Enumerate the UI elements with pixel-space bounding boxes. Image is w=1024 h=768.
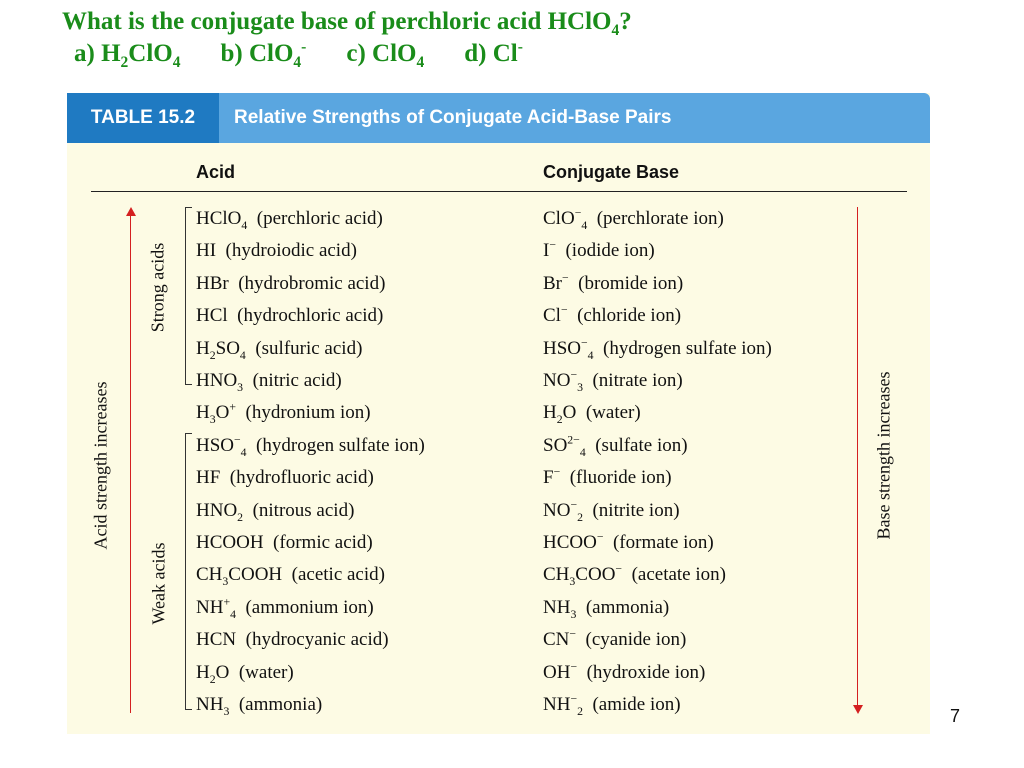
acid-cell — [196, 399, 371, 427]
formula-text: SO — [543, 434, 568, 456]
formula-text: HSO — [543, 337, 582, 359]
question-line: What is the conjugate base of perchloric acid HClO$_4$? — [62, 8, 632, 39]
formula-text: (hydroxide ion) — [577, 661, 706, 683]
formula-text: (ammonium ion) — [235, 596, 374, 618]
subscript: 4 — [581, 218, 588, 232]
formula-text: (formate ion) — [603, 532, 714, 553]
formula-text: c) ClO — [346, 40, 417, 67]
formula-text: (perchlorate ion) — [587, 208, 724, 229]
answer-option — [74, 40, 181, 71]
acid-cell — [196, 205, 383, 233]
formula-text: NH — [196, 596, 224, 618]
acid-cell — [196, 270, 385, 298]
formula-text: NO — [543, 370, 571, 391]
superscript: − — [234, 433, 241, 447]
formula-text: HCOOH (formic acid) — [196, 532, 373, 553]
acid-strength-label: Acid strength increases — [90, 381, 111, 550]
formula-text: (sulfuric acid) — [245, 337, 363, 359]
subscript: 3 — [209, 413, 216, 427]
subscript: 2 — [577, 704, 583, 718]
formula-text: HF (hydrofluoric acid) — [196, 467, 374, 489]
formula-text: COO — [575, 564, 616, 586]
formula-text: d) Cl — [464, 40, 518, 67]
table-header — [67, 93, 930, 143]
formula-text: ClO — [128, 40, 173, 67]
formula-text: HNO — [196, 499, 238, 521]
subscript: 2 — [237, 510, 244, 524]
formula-text: O — [215, 402, 230, 424]
formula-text: I — [543, 240, 550, 262]
formula-text: NH — [543, 694, 571, 715]
acid-cell — [196, 529, 373, 557]
formula-text: HI (hydroiodic acid) — [196, 240, 357, 262]
base-cell — [543, 302, 681, 330]
subscript: 3 — [577, 380, 583, 394]
acid-cell — [196, 691, 322, 719]
formula-text: Cl — [543, 305, 561, 327]
superscript: − — [615, 563, 623, 577]
formula-text: H — [196, 337, 210, 359]
subscript: 2 — [120, 54, 129, 71]
base-cell — [543, 561, 726, 589]
superscript: − — [570, 660, 578, 674]
formula-text: (ammonia) — [576, 596, 670, 618]
question — [62, 6, 632, 70]
answer-option — [464, 40, 523, 67]
table-tag: TABLE 15.2 — [67, 93, 219, 143]
subscript: 4 — [241, 218, 248, 232]
formula-text: (hydrogen sulfate ion) — [593, 337, 772, 359]
subscript: 2 — [556, 413, 563, 427]
subscript: 2 — [209, 348, 216, 362]
formula-text: CN — [543, 629, 570, 651]
table-title: Relative Strengths of Conjugate Acid-Base Pairs — [234, 107, 672, 128]
table-panel — [67, 93, 930, 734]
superscript: − — [581, 336, 588, 350]
superscript: - — [517, 38, 523, 56]
formula-text: (bromide ion) — [568, 272, 684, 294]
acid-cell — [196, 464, 374, 492]
acid-cell — [196, 626, 389, 654]
formula-text: HCOO — [543, 532, 597, 553]
superscript: − — [549, 239, 556, 253]
superscript: − — [574, 206, 582, 220]
formula-text: NH — [196, 694, 224, 715]
column-header-base: Conjugate Base — [543, 162, 680, 182]
formula-text: (amide ion) — [582, 694, 681, 715]
formula-text: HSO — [196, 434, 235, 456]
base-cell — [543, 497, 680, 525]
formula-text: (nitrous acid) — [243, 499, 355, 521]
base-cell — [543, 335, 772, 363]
acid-cell — [196, 594, 374, 622]
subscript: 4 — [239, 348, 246, 362]
formula-text: CH — [543, 564, 570, 586]
formula-text: HCN (hydrocyanic acid) — [196, 629, 389, 651]
page-number: 7 — [950, 706, 961, 726]
formula-text: H — [196, 402, 210, 424]
base-cell — [543, 691, 681, 719]
superscript: + — [229, 401, 236, 415]
formula-text: HCl (hydrochloric acid) — [196, 305, 384, 327]
formula-text: O (water) — [562, 402, 641, 424]
superscript: − — [570, 498, 578, 512]
subscript: 4 — [172, 54, 181, 71]
formula-text: Br — [543, 272, 562, 294]
acid-cell — [196, 335, 362, 363]
base-cell — [543, 432, 688, 460]
formula-text: SO — [215, 337, 240, 359]
formula-text: (hydronium ion) — [236, 402, 371, 424]
formula-text: a) H — [74, 40, 121, 67]
formula-text: OH — [543, 661, 571, 683]
base-cell — [543, 270, 683, 298]
formula-text: O (water) — [215, 661, 294, 683]
superscript: − — [553, 465, 561, 479]
formula-text: F — [543, 467, 554, 489]
base-strength-label: Base strength increases — [873, 371, 894, 540]
base-cell — [543, 237, 655, 265]
header-rule — [91, 191, 907, 192]
subscript: 3 — [237, 380, 244, 394]
formula-text: (perchloric acid) — [247, 208, 383, 229]
base-cell — [543, 399, 641, 427]
formula-text: COOH (acetic acid) — [228, 564, 385, 586]
subscript: 3 — [222, 575, 229, 589]
formula-text: (iodide ion) — [555, 240, 655, 262]
acid-cell — [196, 659, 294, 687]
subscript: 3 — [570, 607, 577, 621]
acid-cell — [196, 237, 357, 265]
answer-option — [346, 40, 425, 71]
formula-text: b) ClO — [220, 40, 294, 67]
superscript: + — [223, 595, 231, 609]
acid-strength-arrow — [130, 215, 131, 713]
formula-text: HClO — [196, 208, 242, 229]
weak-acids-label: Weak acids — [148, 542, 169, 625]
acid-cell — [196, 561, 385, 589]
base-cell — [543, 626, 686, 654]
base-cell — [543, 594, 669, 622]
formula-text: HBr (hydrobromic acid) — [196, 272, 386, 294]
answer-option — [220, 38, 307, 71]
weak-acids-brace — [185, 433, 194, 710]
base-cell — [543, 205, 724, 233]
formula-text: H — [196, 661, 210, 683]
superscript: − — [569, 627, 577, 641]
formula-text: (ammonia) — [229, 694, 323, 715]
acid-cell — [196, 367, 342, 395]
answer-options — [62, 38, 632, 70]
superscript: − — [560, 303, 568, 317]
formula-text: (hydrogen sulfate ion) — [246, 434, 425, 456]
base-cell — [543, 659, 705, 687]
formula-text: NH — [543, 596, 571, 618]
subscript: 2 — [209, 672, 216, 686]
base-strength-arrow — [857, 207, 858, 707]
strong-acids-brace — [185, 207, 194, 385]
superscript: − — [562, 271, 569, 285]
subscript: 2 — [577, 510, 583, 524]
base-cell — [543, 529, 714, 557]
formula-text: (nitric acid) — [243, 370, 342, 391]
subscript: 3 — [569, 575, 576, 589]
acid-cell — [196, 302, 383, 330]
formula-text: NO — [543, 499, 571, 521]
base-cell — [543, 367, 683, 395]
formula-text: (chloride ion) — [567, 305, 682, 327]
formula-text: ClO — [543, 208, 575, 229]
subscript: 4 — [240, 445, 247, 459]
base-arrow-head-icon — [853, 705, 863, 714]
formula-text: (cyanide ion) — [576, 629, 687, 651]
superscript: − — [596, 530, 604, 544]
base-cell — [543, 464, 672, 492]
formula-text: (nitrite ion) — [582, 499, 680, 521]
superscript: - — [301, 38, 307, 56]
subscript: 4 — [579, 445, 586, 459]
subscript: 4 — [230, 607, 236, 621]
acid-cell — [196, 432, 425, 460]
formula-text: (nitrate ion) — [582, 370, 683, 391]
subscript: 3 — [223, 704, 230, 718]
formula-text: (fluoride ion) — [560, 467, 672, 489]
subscript: 4 — [416, 54, 425, 71]
subscript: 4 — [587, 348, 594, 362]
formula-text: CH — [196, 564, 223, 586]
superscript: − — [570, 692, 578, 706]
superscript: − — [570, 368, 578, 382]
superscript: 2− — [567, 433, 580, 447]
formula-text: H — [543, 402, 557, 424]
formula-text: (acetate ion) — [622, 564, 726, 586]
strong-acids-label: Strong acids — [147, 242, 168, 333]
column-header-acid: Acid — [196, 162, 236, 182]
subscript: 4 — [293, 54, 302, 71]
formula-text: (sulfate ion) — [585, 434, 688, 456]
acid-arrow-head-icon — [126, 207, 136, 216]
formula-text: HNO — [196, 370, 238, 391]
acid-cell — [196, 497, 354, 525]
